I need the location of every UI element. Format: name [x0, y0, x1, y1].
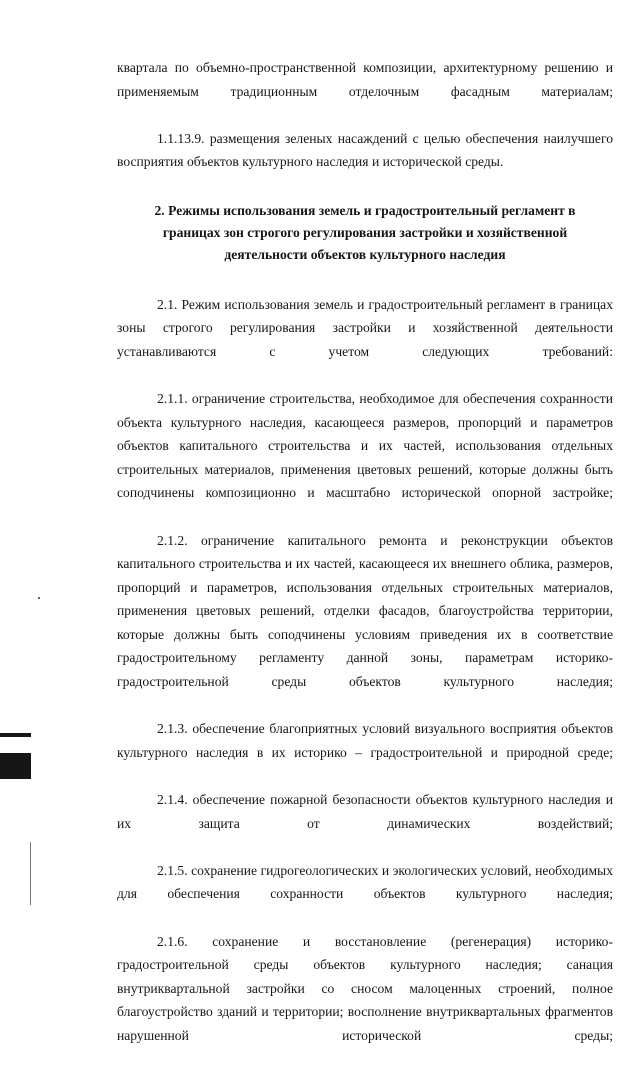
- scan-mark-vertical: [30, 842, 31, 905]
- section-heading-line-3: деятельности объектов культурного наследия: [224, 247, 506, 263]
- paragraph-2-1-6: 2.1.6. сохранение и восстановление (регенерация) историко-градостроительной среды объектов культурного наследия; санация внутриквартальной застройки со сносом малоценных строений, полное благоустройство зданий и территории; восполнение внутриквартальных фрагментов нарушенной исторической среды;: [117, 933, 613, 1043]
- scan-dot: [38, 597, 40, 599]
- document-page: [117, 56, 613, 1071]
- paragraph-1-1-13-9: 1.1.13.9. размещения зеленых насаждений с целью обеспечения наилучшего восприятия объектов культурного наследия и исторической среды.: [117, 130, 613, 170]
- paragraph-2-1: 2.1. Режим использования земель и градостроительный регламент в границах зоны строгого регулирования застройки и хозяйственной деятельности устанавливаются с учетом следующих требований:: [117, 296, 613, 359]
- intro-paragraph: квартала по объемно-пространственной композиции, архитектурному решению и применяемым традиционным отделочным фасадным материалам;: [117, 60, 613, 99]
- section-heading-line-1: 2. Режимы использования земель и градостроительный регламент в: [154, 202, 576, 218]
- paragraph-2-1-2: 2.1.2. ограничение капитального ремонта и реконструкции объектов капитального строительства и их частей, касающееся их внешнего облика, размеров, пропорций и параметров, использования отдельных строительных материалов, применения цветовых решений, отделки фасадов, благоустройства территории, которые должны быть соподчинены условиям приведения их в соответствие градостроительному регламенту данной зоны, параметрам историко-градостроительной среды объектов культурного наследия;: [117, 532, 613, 690]
- section-heading: [117, 200, 613, 267]
- scan-mark-block: [0, 753, 31, 779]
- paragraph-2-1-4: 2.1.4. обеспечение пожарной безопасности объектов культурного наследия и их защита от динамических воздействий;: [117, 792, 613, 831]
- paragraph-2-1-5: 2.1.5. сохранение гидрогеологических и экологических условий, необходимых для обеспечения сохранности объектов культурного наследия;: [117, 862, 613, 902]
- section-heading-line-2: границах зон строгого регулирования застройки и хозяйственной: [162, 225, 568, 241]
- paragraph-2-1-3: 2.1.3. обеспечение благоприятных условий визуального восприятия объектов культурного наследия в их историко – градостроительной и природной среде;: [117, 721, 613, 760]
- paragraph-2-1-1: 2.1.1. ограничение строительства, необходимое для обеспечения сохранности объекта культурного наследия, касающееся размеров, пропорций и параметров объектов капитального строительства и их частей, использования отдельных строительных материалов, применения цветовых решений, которые должны быть соподчинены композиционно и масштабно исторической опорной застройке;: [117, 390, 613, 501]
- scan-mark-line: [0, 733, 31, 737]
